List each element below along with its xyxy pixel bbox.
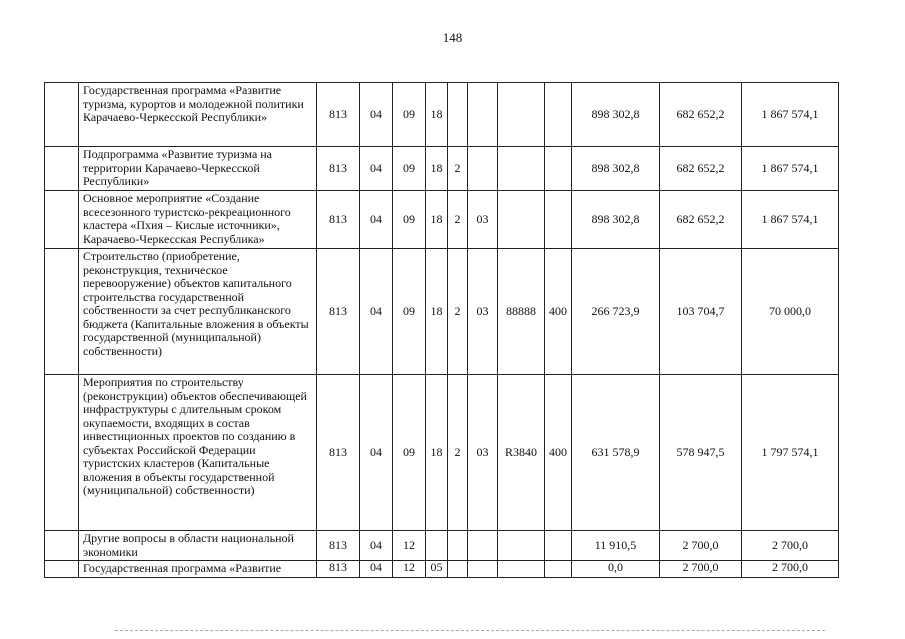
- code-cell-rz: 04: [360, 375, 393, 531]
- code-cell-rz: 04: [360, 561, 393, 578]
- code-cell-rz: 04: [360, 147, 393, 191]
- code-cell-c1: 18: [426, 83, 448, 147]
- code-cell-c2: [448, 83, 468, 147]
- amount-cell-y2: 682 652,2: [660, 191, 742, 249]
- table-row: [45, 191, 839, 249]
- amount-cell-y2: 578 947,5: [660, 375, 742, 531]
- code-cell-c3: [468, 561, 498, 578]
- amount-cell-y2: 103 704,7: [660, 249, 742, 375]
- code-cell-pr: 09: [393, 191, 426, 249]
- code-cell-c1: 18: [426, 375, 448, 531]
- amount-cell-y2: 682 652,2: [660, 147, 742, 191]
- code-cell-c1: 18: [426, 147, 448, 191]
- code-cell-vr: [545, 561, 572, 578]
- amount-cell-y3: 1 797 574,1: [742, 375, 839, 531]
- bottom-divider: [115, 630, 825, 631]
- item-name-cell: Строительство (приобретение, реконструкция, техническое перевооружение) объектов капитального строительства государственной собственности за счет республиканского бюджета (Капитальные вложения в объекты государственной (муниципальной) собственности): [79, 249, 317, 375]
- code-cell-c1: 18: [426, 191, 448, 249]
- item-name-cell: Государственная программа «Развитие туризма, курортов и молодежной политики Карачаево-Черкесской Республики»: [79, 83, 317, 147]
- amount-cell-y3: 1 867 574,1: [742, 83, 839, 147]
- code-cell-vr: [545, 531, 572, 561]
- page-number: 148: [442, 30, 463, 45]
- code-cell-ved: 813: [317, 83, 360, 147]
- table-row: [45, 375, 839, 531]
- code-cell-pr: 12: [393, 531, 426, 561]
- code-cell-rz: 04: [360, 83, 393, 147]
- amount-cell-y2: 682 652,2: [660, 83, 742, 147]
- code-cell-c2: [448, 561, 468, 578]
- item-name-cell: Подпрограмма «Развитие туризма на территории Карачаево-Черкесской Республики»: [79, 147, 317, 191]
- code-cell-c3: 03: [468, 191, 498, 249]
- code-cell-c3: 03: [468, 375, 498, 531]
- row-marker-cell: [45, 191, 79, 249]
- code-cell-c3: [468, 531, 498, 561]
- code-cell-c3: 03: [468, 249, 498, 375]
- code-cell-ved: 813: [317, 531, 360, 561]
- item-name-cell: Государственная программа «Развитие: [79, 561, 317, 578]
- code-cell-c2: 2: [448, 249, 468, 375]
- code-cell-c2: 2: [448, 375, 468, 531]
- code-cell-c2: 2: [448, 147, 468, 191]
- row-marker-cell: [45, 561, 79, 578]
- table-row: [45, 83, 839, 147]
- budget-table-wrapper: [44, 82, 838, 578]
- code-cell-c4: [498, 191, 545, 249]
- code-cell-c4: [498, 561, 545, 578]
- item-name-cell: Мероприятия по строительству (реконструкции) объектов обеспечивающей инфраструктуры с длительным сроком окупаемости, входящих в состав инвестиционных проектов по созданию в субъектах Российской Федерации туристских кластеров (Капитальные вложения в объекты государственной (муниципальной) собственности): [79, 375, 317, 531]
- code-cell-vr: [545, 191, 572, 249]
- code-cell-rz: 04: [360, 191, 393, 249]
- table-row: [45, 531, 839, 561]
- code-cell-c1: 05: [426, 561, 448, 578]
- code-cell-ved: 813: [317, 147, 360, 191]
- code-cell-c2: [448, 531, 468, 561]
- code-cell-vr: [545, 147, 572, 191]
- amount-cell-y3: 2 700,0: [742, 561, 839, 578]
- code-cell-rz: 04: [360, 249, 393, 375]
- row-marker-cell: [45, 375, 79, 531]
- code-cell-c3: [468, 83, 498, 147]
- code-cell-c4: 88888: [498, 249, 545, 375]
- code-cell-ved: 813: [317, 561, 360, 578]
- row-marker-cell: [45, 531, 79, 561]
- code-cell-c3: [468, 147, 498, 191]
- amount-cell-y1: 0,0: [572, 561, 660, 578]
- code-cell-c1: 18: [426, 249, 448, 375]
- item-name-cell: Основное мероприятие «Создание всесезонного туристско-рекреационного кластера «Пхия – Кислые источники», Карачаево-Черкесская Республика»: [79, 191, 317, 249]
- amount-cell-y3: 70 000,0: [742, 249, 839, 375]
- code-cell-vr: 400: [545, 375, 572, 531]
- code-cell-pr: 09: [393, 147, 426, 191]
- code-cell-c4: [498, 531, 545, 561]
- code-cell-ved: 813: [317, 249, 360, 375]
- code-cell-c1: [426, 531, 448, 561]
- row-marker-cell: [45, 83, 79, 147]
- row-marker-cell: [45, 147, 79, 191]
- amount-cell-y2: 2 700,0: [660, 531, 742, 561]
- code-cell-ved: 813: [317, 375, 360, 531]
- amount-cell-y3: 1 867 574,1: [742, 191, 839, 249]
- code-cell-ved: 813: [317, 191, 360, 249]
- code-cell-vr: [545, 83, 572, 147]
- code-cell-rz: 04: [360, 531, 393, 561]
- amount-cell-y1: 898 302,8: [572, 191, 660, 249]
- code-cell-pr: 09: [393, 375, 426, 531]
- amount-cell-y3: 2 700,0: [742, 531, 839, 561]
- table-row: [45, 249, 839, 375]
- table-row: [45, 147, 839, 191]
- code-cell-c4: [498, 147, 545, 191]
- amount-cell-y3: 1 867 574,1: [742, 147, 839, 191]
- row-marker-cell: [45, 249, 79, 375]
- code-cell-pr: 09: [393, 83, 426, 147]
- code-cell-c4: R3840: [498, 375, 545, 531]
- amount-cell-y1: 898 302,8: [572, 147, 660, 191]
- table-row: [45, 561, 839, 578]
- budget-table: [44, 82, 839, 578]
- code-cell-c2: 2: [448, 191, 468, 249]
- code-cell-pr: 12: [393, 561, 426, 578]
- code-cell-c4: [498, 83, 545, 147]
- item-name-cell: Другие вопросы в области национальной экономики: [79, 531, 317, 561]
- code-cell-vr: 400: [545, 249, 572, 375]
- amount-cell-y1: 631 578,9: [572, 375, 660, 531]
- code-cell-pr: 09: [393, 249, 426, 375]
- amount-cell-y1: 266 723,9: [572, 249, 660, 375]
- amount-cell-y1: 11 910,5: [572, 531, 660, 561]
- amount-cell-y1: 898 302,8: [572, 83, 660, 147]
- amount-cell-y2: 2 700,0: [660, 561, 742, 578]
